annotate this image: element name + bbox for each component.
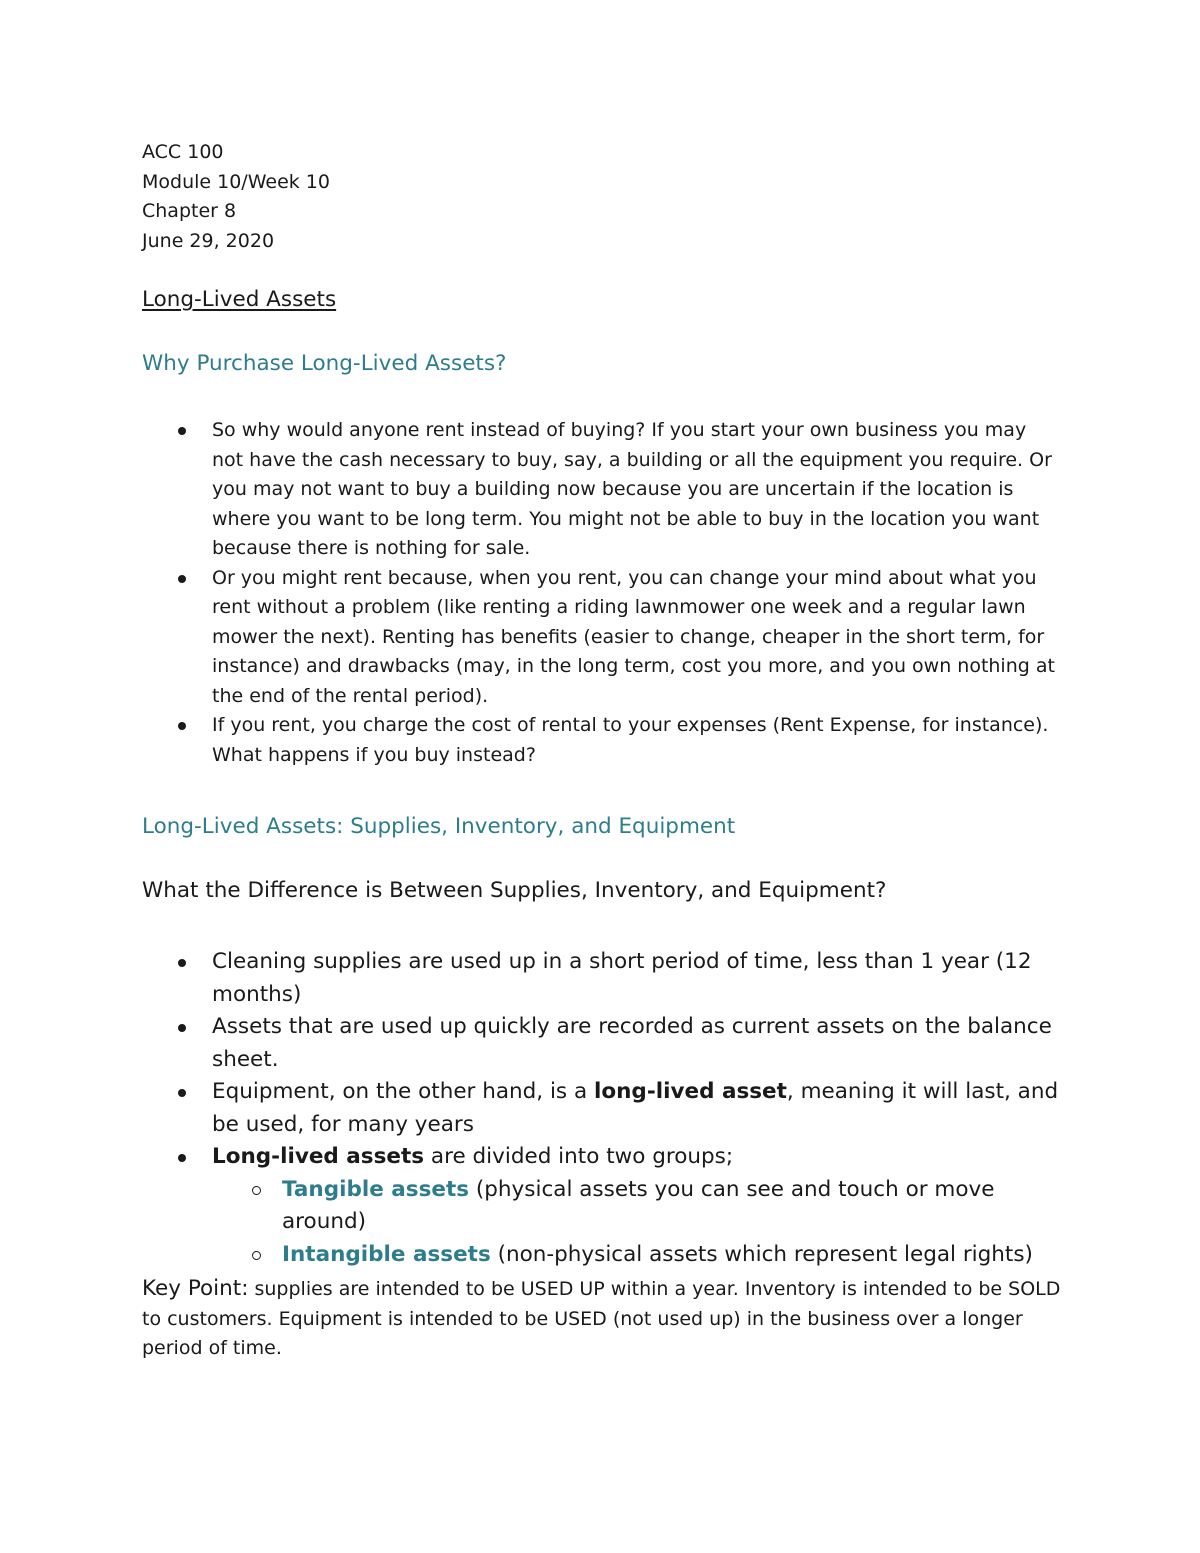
intangible-assets-term: Intangible assets bbox=[282, 1241, 491, 1267]
key-point-paragraph bbox=[142, 1274, 1062, 1364]
chapter-label: Chapter 8 bbox=[142, 200, 237, 222]
tangible-assets-description: (physical assets you can see and touch or move around) bbox=[282, 1176, 995, 1234]
long-lived-asset-term: long-lived asset bbox=[593, 1079, 787, 1104]
list-item bbox=[142, 711, 1062, 770]
list-item bbox=[142, 1141, 1062, 1271]
document-header bbox=[142, 138, 1062, 256]
course-code: ACC 100 bbox=[142, 141, 224, 163]
list-item bbox=[142, 1076, 1062, 1141]
bullet-icon bbox=[178, 575, 186, 583]
list-item bbox=[142, 564, 1062, 712]
module-label: Module 10/Week 10 bbox=[142, 170, 330, 193]
document-title: Long-Lived Assets bbox=[142, 287, 337, 312]
difference-subheading: What the Difference is Between Supplies, Inventory, and Equipment? bbox=[142, 878, 887, 903]
list-item-text: Cleaning supplies are used up in a short period of time, less than 1 year (12 months) bbox=[212, 949, 1032, 1007]
list-item bbox=[142, 946, 1062, 1011]
list-item-text: Assets that are used up quickly are recorded as current assets on the balance sheet. bbox=[212, 1014, 1052, 1072]
document-page bbox=[142, 138, 1062, 1364]
bullet-icon bbox=[178, 427, 186, 435]
key-point-text: supplies are intended to be USED UP within a year. Inventory is intended to be SOLD to customers. Equipment is intended to be USED (not used up) in the business over a longer period of time. bbox=[142, 1278, 1061, 1359]
list-item-text: So why would anyone rent instead of buying? If you start your own business you may not have the cash necessary to buy, say, a building or all the equipment you require. Or you may not want to buy a building now because you are uncertain if the location is where you want to be long term. You might not be able to buy in the location you want because there is nothing for sale. bbox=[212, 419, 1052, 559]
list-item-text-before: Equipment, on the other hand, is a bbox=[212, 1079, 594, 1104]
list-item-text-after: , meaning it will last, and be used, for many years bbox=[212, 1079, 1059, 1137]
bullet-icon bbox=[178, 959, 186, 967]
sublist-item-intangible bbox=[212, 1239, 1062, 1272]
long-lived-assets-term: Long-lived assets bbox=[212, 1144, 425, 1169]
list-item-text-after: are divided into two groups; bbox=[424, 1144, 734, 1169]
bullet-icon bbox=[178, 1024, 186, 1032]
bullet-icon bbox=[178, 1154, 186, 1162]
bullet-icon bbox=[178, 1089, 186, 1097]
list-item-text: Or you might rent because, when you rent, you can change your mind about what you rent without a problem (like renting a riding lawnmower one week and a regular lawn mower the next). Renting has benefits (easier to change, cheaper in the short term, for instance) and drawbacks (may, in the long term, cost you more, and you own nothing at the end of the rental period). bbox=[212, 566, 1055, 707]
list-item-text: If you rent, you charge the cost of rental to your expenses (Rent Expense, for instance). What happens if you buy instead? bbox=[212, 714, 1049, 766]
date-label: June 29, 2020 bbox=[142, 229, 275, 252]
list-item bbox=[142, 416, 1062, 564]
asset-groups-sublist bbox=[212, 1174, 1062, 1272]
tangible-assets-term: Tangible assets bbox=[282, 1176, 470, 1202]
intangible-assets-description: (non-physical assets which represent legal rights) bbox=[490, 1241, 1033, 1267]
key-point-label: Key Point: bbox=[142, 1276, 249, 1301]
difference-list bbox=[142, 946, 1062, 1271]
section-heading-why-purchase: Why Purchase Long-Lived Assets? bbox=[142, 351, 507, 376]
bullet-icon bbox=[178, 722, 186, 730]
section-heading-supplies-inventory-equipment: Long-Lived Assets: Supplies, Inventory, and Equipment bbox=[142, 814, 736, 839]
why-purchase-list bbox=[142, 416, 1062, 770]
list-item bbox=[142, 1011, 1062, 1076]
hollow-bullet-icon bbox=[252, 1251, 261, 1260]
sublist-item-tangible bbox=[212, 1174, 1062, 1239]
hollow-bullet-icon bbox=[252, 1186, 261, 1195]
